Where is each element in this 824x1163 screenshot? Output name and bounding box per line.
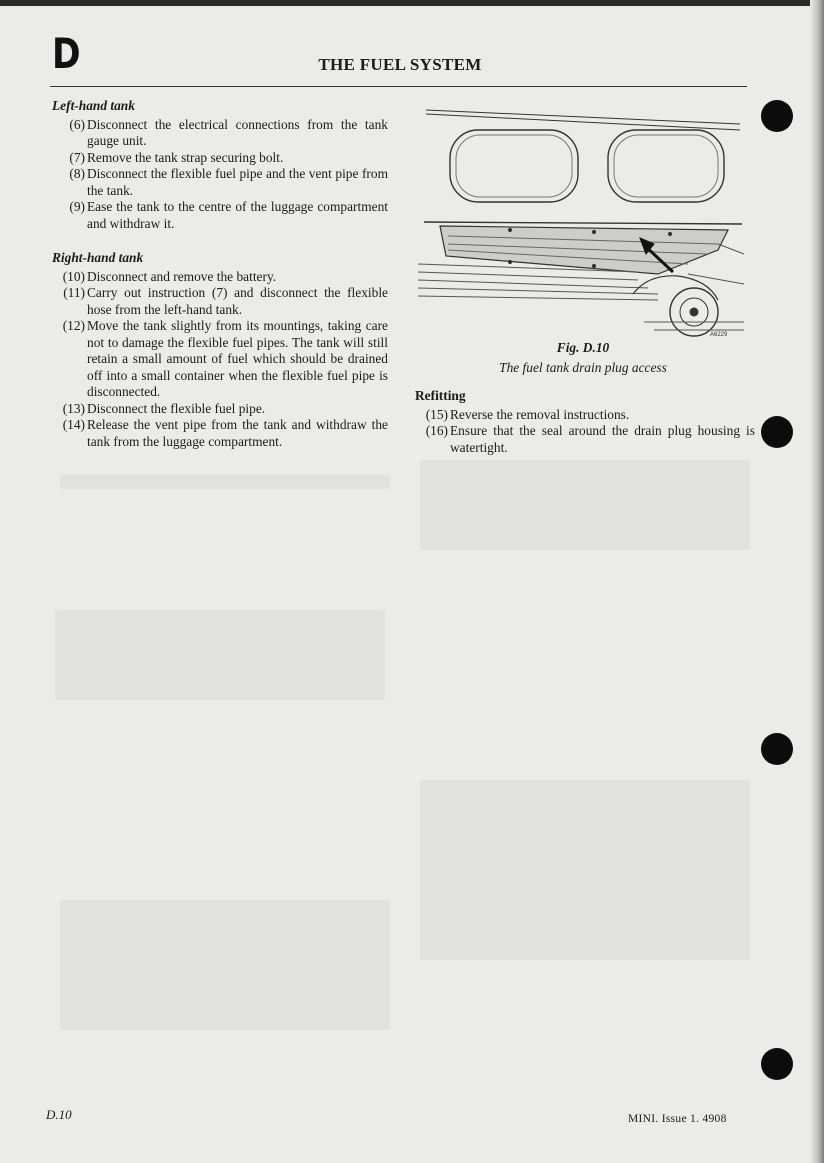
- bleed-through: [55, 610, 385, 700]
- page-right-edge: [810, 0, 824, 1163]
- step-text: Reverse the removal instructions.: [450, 406, 630, 422]
- instruction-step: [52, 269, 388, 286]
- step-number: (9): [69, 199, 85, 214]
- bleed-through: [60, 475, 390, 489]
- section-heading-left-hand-tank: Left-hand tank: [52, 98, 135, 113]
- binder-hole: [761, 1048, 793, 1080]
- step-number: (13): [62, 400, 85, 416]
- instruction-step: [415, 423, 755, 456]
- bleed-through: [60, 900, 390, 1030]
- instruction-step: [52, 117, 388, 150]
- step-number: (6): [69, 116, 85, 132]
- issue-info: MINI. Issue 1. 4908: [628, 1113, 727, 1125]
- instruction-step: [52, 150, 388, 167]
- step-text: Release the vent pipe from the tank and withdraw the tank from the luggage compartment.: [87, 417, 388, 449]
- step-text: Carry out instruction (7) and disconnect the flexible hose from the left-hand tank.: [87, 285, 388, 317]
- bleed-through: [420, 460, 750, 550]
- figure-caption: [418, 338, 748, 378]
- figure-caption-text: The fuel tank drain plug access: [499, 360, 667, 375]
- binder-hole: [761, 100, 793, 132]
- step-number: (16): [425, 423, 448, 438]
- step-text: Ensure that the seal around the drain plug housing is watertight.: [450, 423, 755, 455]
- instruction-step: [52, 401, 388, 418]
- instruction-step: [52, 285, 388, 318]
- step-number: (10): [62, 268, 85, 284]
- step-text: Ease the tank to the centre of the luggage compartment and withdraw it.: [87, 199, 388, 231]
- header-divider: [50, 86, 747, 87]
- section-heading-refitting: Refitting: [415, 388, 466, 403]
- step-number: (14): [62, 417, 85, 432]
- page-title: THE FUEL SYSTEM: [318, 55, 482, 74]
- step-text: Disconnect the flexible fuel pipe and the vent pipe from the tank.: [87, 166, 388, 198]
- step-number: (15): [425, 406, 448, 422]
- step-text: Move the tank slightly from its mountings, taking care not to damage the flexible fuel pipes. The tank will still retain a small amount of fuel which should be drained off into a small container when the flexible fuel pipe is disconnected.: [87, 318, 388, 399]
- step-number: (8): [69, 166, 85, 181]
- right-column: [415, 388, 755, 456]
- page-top-edge: [0, 0, 824, 6]
- left-column: [52, 98, 388, 450]
- instruction-step: [415, 407, 755, 424]
- instruction-step: [52, 199, 388, 232]
- step-text: Remove the tank strap securing bolt.: [87, 149, 284, 165]
- instruction-step: [52, 417, 388, 450]
- instruction-step: [52, 318, 388, 401]
- section-heading-right-hand-tank: Right-hand tank: [52, 250, 144, 265]
- figure-label: Fig. D.10: [556, 340, 610, 355]
- step-text: Disconnect the electrical connections from the tank gauge unit.: [87, 116, 388, 148]
- fuel-tank-drain-plug-illustration: [418, 104, 748, 340]
- step-number: (7): [69, 149, 85, 165]
- binder-hole: [761, 733, 793, 765]
- page-number: D.10: [46, 1107, 72, 1122]
- figure-reference-code: A6229: [710, 332, 728, 338]
- instruction-step: [52, 166, 388, 199]
- step-text: Disconnect the flexible fuel pipe.: [87, 400, 266, 416]
- bleed-through: [420, 780, 750, 960]
- step-number: (11): [63, 285, 85, 300]
- step-number: (12): [62, 318, 85, 333]
- binder-hole: [761, 416, 793, 448]
- section-letter: D: [52, 29, 81, 78]
- step-text: Disconnect and remove the battery.: [87, 268, 277, 284]
